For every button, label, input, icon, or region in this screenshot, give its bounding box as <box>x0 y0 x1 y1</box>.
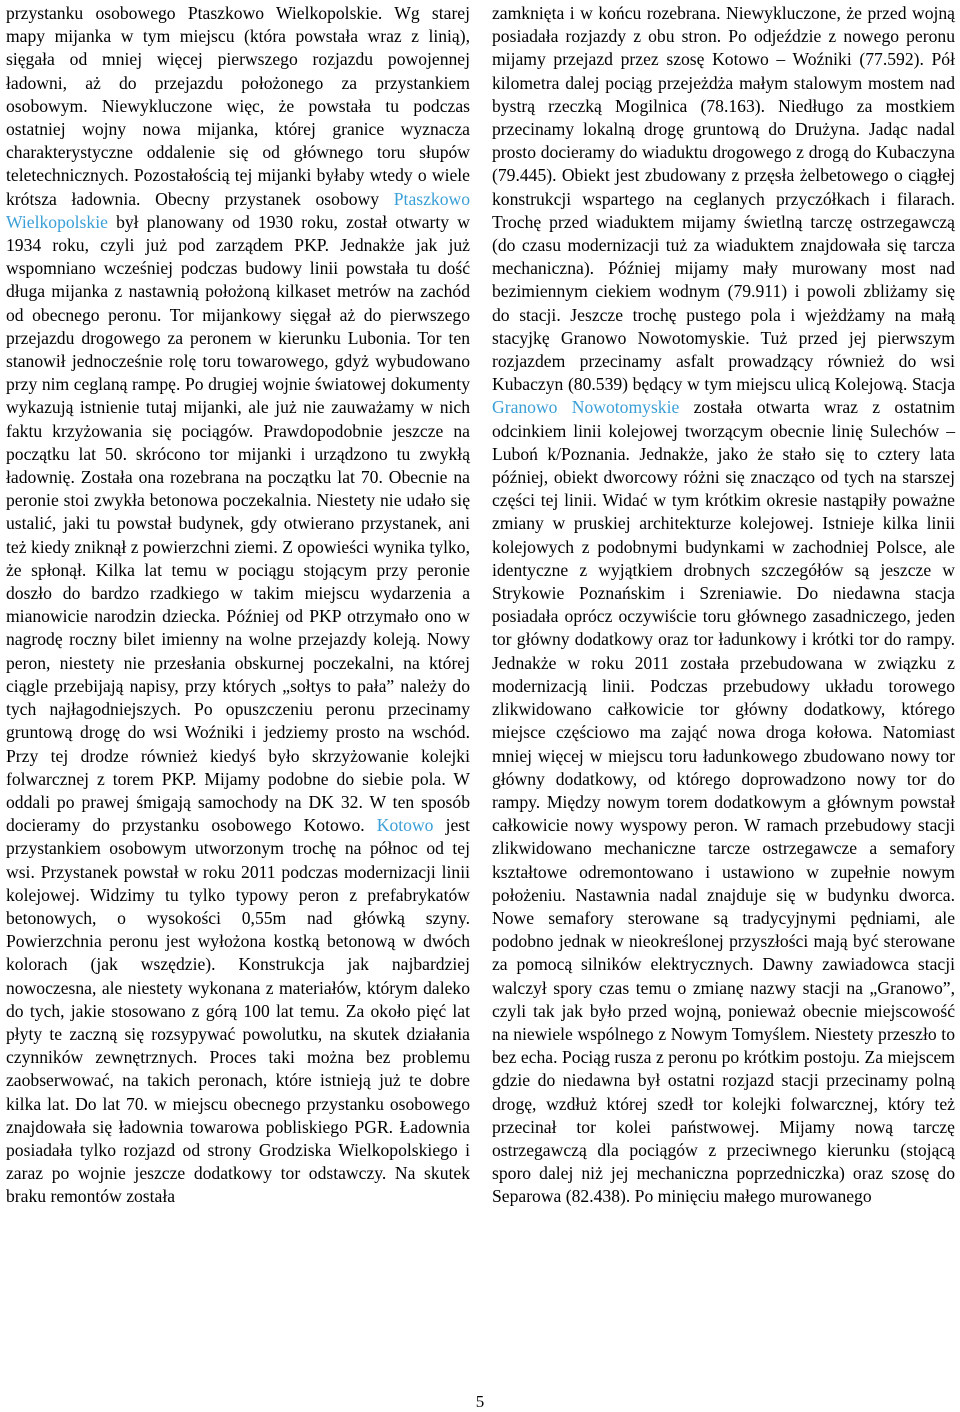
right-column <box>492 2 955 1209</box>
left-column <box>6 2 470 1209</box>
link-granowo-nowotomyskie[interactable]: Granowo Nowotomyskie <box>492 397 680 418</box>
left-text-part-1: przystanku osobowego Ptaszkowo Wielkopolskie. Wg starej mapy mijanka w tym miejscu (która powstała wraz z linią), sięgała od mniej więcej pierwszego rozjazdu powojennej ładowni, aż do przejazdu położonego za przystankiem osobowym. Niewykluczone więc, że powstała tu podczas ostatniej wojny nowa mijanka, której granice wyznacza charakterystyczne oddalenie się od głównego toru słupów teletechnicznych. Pozostałością tej mijanki byłaby wtedy o wiele krótsza ładownia. Obecny przystanek osobowy <box>6 3 470 209</box>
right-paragraph <box>492 2 955 1209</box>
left-text-part-3: jest przystankiem osobowym utworzonym trochę na północ od tej wsi. Przystanek powstał w roku 2011 podczas modernizacji linii kolejowej. Widzimy tu tylko typowy peron z prefabrykatów betonowych, o wysokości 0,55m nad główką szyny. Powierzchnia peronu jest wyłożona kostką betonową w dwóch kolorach (jak wszędzie). Konstrukcja jak najbardziej nowoczesna, ale niestety wykonana z materiałów, którym daleko do tych, jakie stosowano z górą 100 lat temu. Za około pięć lat płyty te zaczną się rozsypywać powolutku, na skutek działania czynników zewnętrznych. Proces taki można bez problemu zaobserwować, na takich peronach, które istnieją już te dobre kilka lat. Do lat 70. w miejscu obecnego przystanku osobowego znajdowała się ładownia towarowa pobliskiego PGR. Ładownia posiadała tylko rozjazd od strony Grodziska Wielkopolskiego i zaraz po wojnie jeszcze dodatkowy tor odstawczy. Na skutek braku remontów została <box>6 815 470 1207</box>
link-ptaszkowo-wielkopolskie[interactable]: Ptaszkowo Wielkopolskie <box>6 188 470 232</box>
left-paragraph <box>6 2 470 1209</box>
left-text-part-2: był planowany od 1930 roku, został otwarty w 1934 roku, czyli już pod zarządem PKP. Jednakże jak już wspomniano wcześniej podczas budowy linii powstała tu dość długa mijanka z nastawnią położoną kilkaset metrów na zachód od obecnego peronu. Tor mijankowy sięgał aż do pierwszego przejazdu drogowego za peronem w kierunku Lubonia. Tor ten stanowił jednocześnie rolę toru towarowego, gdyż wybudowano przy nim ceglaną rampę. Po drugiej wojnie światowej dokumenty wykazują istnienie tutaj mijanki, ale już nie zauważamy w nich faktu krzyżowania się pociągów. Prawdopodobnie jeszcze na początku lat 50. skrócono tor mijanki i urządzono tu zwykłą ładownię. Została ona rozebrana na początku lat 70. Obecnie na peronie stoi zwykła betonowa poczekalnia. Niestety nie udało się ustalić, jaki tu powstał budynek, gdy otwierano przystanek, ani też kiedy zniknął z powierzchni ziemi. Z opowieści wynika tylko, że spłonął. Kilka lat temu w pociągu stojącym przy peronie doszło do bardzo rzadkiego w takim miejscu wydarzenia a mianowicie narodzin dziecka. Później od PKP otrzymało ono w nagrodę roczny bilet imienny na wolne przejazdy koleją. Nowy peron, niestety nie przesłania obskurnej poczekalni, na której ciągle przebijają napisy, przy których „sołtys to pała” należy do tych najłagodniejszych. Po opuszczeniu peronu przecinamy gruntową drogę do wsi Woźniki i jedziemy prosto na wschód. Przy tej drodze również kiedyś było skrzyżowanie kolejki folwarcznej z torem PKP. Mijamy podobne do siebie pola. W oddali po prawej śmigają samochody na DK 32. W ten sposób docieramy do przystanku osobowego Kotowo. <box>6 211 470 836</box>
page-number: 5 <box>475 1392 485 1411</box>
right-text-part-2: została otwarta wraz z ostatnim odcinkiem linii kolejowej tworzącym obecnie linię Sulechów – Luboń k/Poznania. Jednakże, jako że stało się to cztery lata później, obiekt dworcowy różni się znacząco od tych na starszej części tej linii. Widać w tym krótkim okresie nastąpiły poważne zmiany w pruskiej architekturze kolejowej. Istnieje kilka linii kolejowych z podobnymi budynkami w zachodniej Polsce, ale identyczne z wyjątkiem drobnych szczegółów są jeszcze w Strykowie Poznańskim i Szreniawie. Do niedawna stacja posiadała oprócz oczywiście toru głównego zasadniczego, jeden tor główny dodatkowy oraz tor ładunkowy i krótki tor do rampy. Jednakże w roku 2011 została przebudowana w związku z modernizacją linii. Podczas przebudowy układu torowego zlikwidowano całkowicie tor główny dodatkowy, którego miejsce częściowo ma zająć nowa droga kołowa. Natomiast mniej więcej w miejscu toru ładunkowego zbudowano nowy tor główny dodatkowy, od którego doprowadzono nowy tor do rampy. Między nowym torem dodatkowym a głównym powstał całkowicie nowy wyspowy peron. W ramach przebudowy stacji zlikwidowano mechaniczne tarcze ostrzegawcze a semafory kształtowe odremontowano i ustawiono w zupełnie nowym położeniu. Nastawnia nadal znajduje się w budynku dworca. Nowe semafory sterowane są tradycyjnymi pędniami, ale podobno jednak w nieokreślonej przyszłości mają być sterowane za pomocą silników elektrycznych. Dawny zawiadowca stacji walczył spory czas temu o zmianę nazwy stacji na „Granowo”, czyli tak jak było przed wojną, ponieważ obecnie miejscowość na niewiele wspólnego z Nowym Tomyślem. Niestety przeszło to bez echa. Pociąg rusza z peronu po krótkim postoju. Za miejscem gdzie do niedawna był ostatni rozjazd stacji przecinamy polną drogę, wzdłuż której szedł tor kolejki folwarcznej, który też przecinał tor kolei państwowej. Mijamy nową tarczę ostrzegawczą dla pociągów z przeciwnego kierunku (stojącą sporo dalej niż jej mechaniczna poprzedniczka) oraz szosę do Separowa (82.438). Po minięciu małego murowanego <box>492 397 955 1207</box>
link-kotowo[interactable]: Kotowo <box>376 815 434 836</box>
right-text-part-1: zamknięta i w końcu rozebrana. Niewykluczone, że przed wojną posiadała rozjazdy z obu stron. Po odjeździe z nowego peronu mijamy przejazd przez szosę Kotowo – Woźniki (77.592). Pół kilometra dalej pociąg przejeżdża małym stalowym mostem nad bystrą rzeczką Mogilnica (78.163). Niedługo za mostkiem przecinamy lokalną drogę gruntową do Drużyna. Jadąc nadal prosto docieramy do wiaduktu drogowego z drogą do Kubaczyna (79.445). Obiekt jest zbudowany z przęsła żelbetowego o ciągłej konstrukcji wspartego na ceglanych przyczółkach i filarach. Trochę przed wiaduktem mijamy świetlną tarczę ostrzegawczą (do czasu modernizacji tuż za wiaduktem znajdowała się tarcza mechaniczna). Później mijamy mały murowany most nad bezimiennym ciekiem wodnym (79.911) i powoli zbliżamy się do stacji. Jeszcze trochę pustego pola i wjeżdżamy na małą stacyjkę Granowo Nowotomyskie. Tuż przed jej pierwszym rozjazdem przecinamy asfalt prowadzący również do wsi Kubaczyn (80.539) będący w tym miejscu ulicą Kolejową. Stacja <box>492 3 955 395</box>
